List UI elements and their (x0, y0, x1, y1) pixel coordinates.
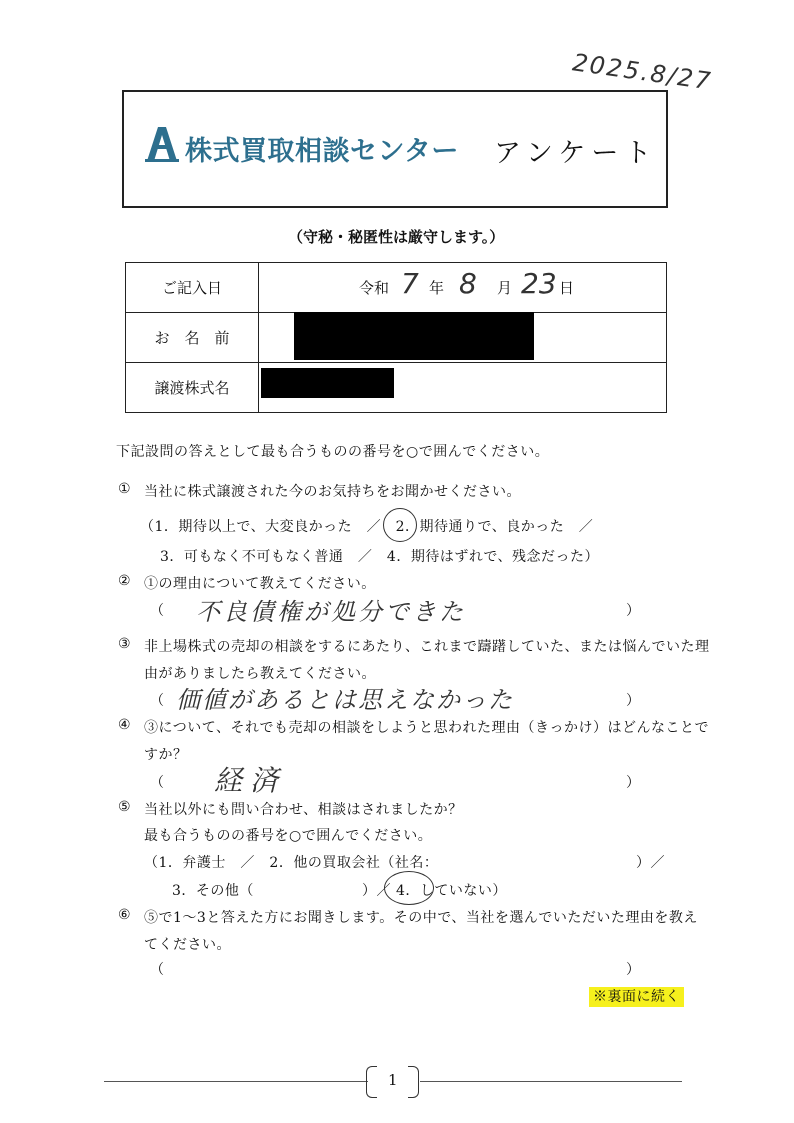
q2-text: ①の理由について教えてください。 (144, 576, 376, 592)
stock-row (126, 363, 667, 413)
date-month-unit: 月 (497, 279, 513, 297)
q2-answer: 不良債権が処分できた (196, 598, 466, 626)
name-redaction (294, 312, 534, 360)
q5-options-line1: （1．弁護士 ／ 2．他の買取会社（社名： (144, 855, 439, 871)
footer-line-right (420, 1081, 682, 1082)
date-month: 8 (459, 267, 477, 300)
date-day-unit: 日 (559, 279, 575, 297)
q3-number: ③ (118, 636, 132, 652)
q6-number: ⑥ (118, 907, 132, 923)
q2-number: ② (118, 573, 132, 589)
page-number-bracket-left (366, 1066, 377, 1098)
q5-number: ⑤ (118, 799, 132, 815)
company-name: 株式買取相談センター (185, 136, 459, 167)
date-day: 23 (521, 267, 557, 300)
q2-open-paren: （ (150, 603, 165, 619)
q4-number: ④ (118, 717, 132, 733)
q5-answer-circle (384, 871, 434, 905)
q3-close-paren: ） (626, 693, 641, 709)
q4-open-paren: （ (150, 775, 165, 791)
q1-answer-circle (383, 508, 417, 542)
q3-text-line2: 由がありましたら教えてください。 (144, 666, 376, 682)
footer-line-left (104, 1081, 368, 1082)
q5-options-line1-close: ）／ (636, 855, 665, 871)
q5-text-line1: 当社以外にも問い合わせ、相談はされましたか？ (144, 802, 463, 818)
date-cell (259, 263, 667, 313)
q4-answer: 経済 (214, 764, 287, 797)
q1-options-line1: （1．期待以上で、大変良かった ／ 2．期待通りで、良かった ／ (140, 519, 594, 535)
stock-label: 譲渡株式名 (126, 363, 259, 413)
page-number: 1 (388, 1071, 398, 1089)
q1-options-line2: 3．可もなく不可もなく普通 ／ 4．期待はずれで、残念だった） (160, 549, 600, 565)
q6-text-line1: ⑤で1～3と答えた方にお聞きします。その中で、当社を選んでいただいた理由を教え (144, 910, 698, 926)
q5-options-line2-mid: ）／ (362, 883, 391, 899)
q3-answer: 価値があるとは思えなかった (176, 686, 514, 714)
q5-options-line2: 3．その他（ (172, 883, 254, 899)
name-label: お 名 前 (126, 313, 259, 363)
confidentiality-note: （守秘・秘匿性は厳守します。） (288, 228, 505, 246)
q5-text-line2: 最も合うものの番号を○で囲んでください。 (144, 828, 433, 844)
q1-text: 当社に株式譲渡された今のお気持ちをお聞かせください。 (144, 484, 521, 500)
date-row (126, 263, 667, 313)
company-logo-icon (145, 123, 179, 163)
q6-close-paren: ） (626, 962, 641, 978)
q6-open-paren: （ (150, 962, 165, 978)
date-label: ご記入日 (126, 263, 259, 313)
q5-options-line2-end: 4．していない） (396, 883, 507, 899)
q6-text-line2: てください。 (144, 937, 231, 953)
handwritten-date: 2025.8/27 (570, 48, 714, 96)
date-year: 7 (401, 267, 419, 300)
date-year-unit: 年 (429, 279, 445, 297)
continue-note: ※裏面に続く (589, 987, 684, 1007)
survey-title: アンケート (494, 138, 658, 169)
q2-close-paren: ） (626, 603, 641, 619)
q4-text-line2: すか？ (144, 747, 188, 763)
stock-name-redaction (261, 368, 394, 398)
q4-close-paren: ） (626, 775, 641, 791)
date-era: 令和 (359, 279, 390, 297)
q3-text-line1: 非上場株式の売却の相談をするにあたり、これまで躊躇していた、または悩んでいた理 (144, 639, 710, 655)
instruction: 下記設問の答えとして最も合うものの番号を○で囲んでください。 (116, 444, 550, 460)
q1-number: ① (118, 481, 132, 497)
q3-open-paren: （ (150, 693, 165, 709)
q4-text-line1: ③について、それでも売却の相談をしようと思われた理由（きっかけ）はどんなことで (144, 720, 709, 736)
continue-note-wrap (589, 986, 684, 1006)
page-number-bracket-right (408, 1066, 419, 1098)
